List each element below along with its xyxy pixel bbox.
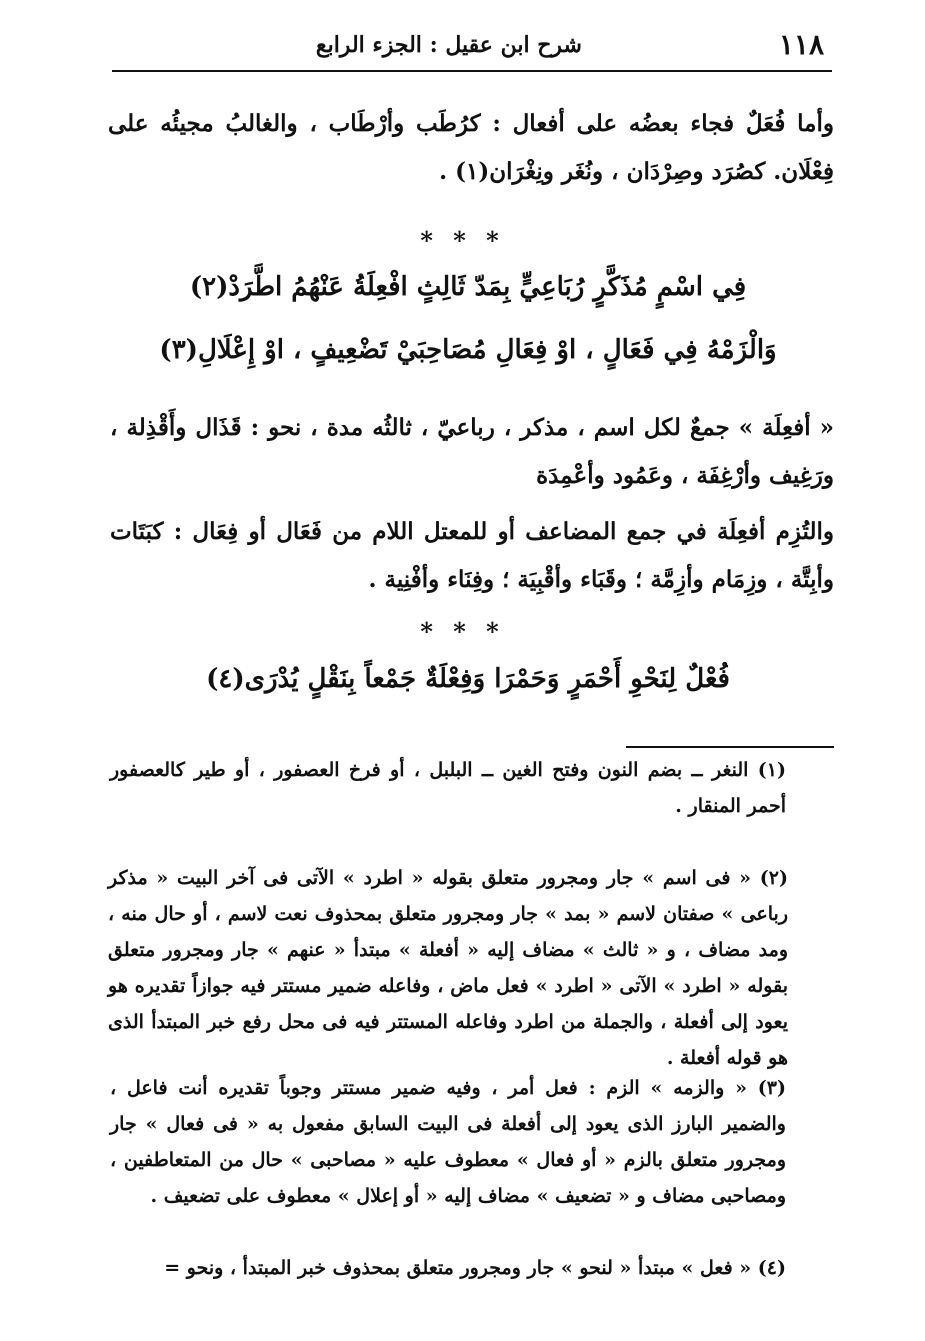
paragraph-afila: « أفعِلَة » جمعٌ لكل اسم ، مذكر ، رباعيّ ، ثالثُه مدة ، نحو : قَذَال وأَقْذِلة ، ورَغِيف وأرْغِفَة ، وعَمُود وأعْمِدَة <box>110 414 834 489</box>
footnote-1: (١) النغر ــ بضم النون وفتح الغين ــ البلبل ، أو فرخ العصفور ، أو طير كالعصفور أحمر المنقار . <box>110 759 786 817</box>
verse-hemistich: وَالْزَمْهُ فِي فَعَالٍ ، اوْ فِعَالِ مُصَاحِبَيْ تَضْعِيفٍ ، اوْ إِعْلَالِ(٣) <box>159 335 777 365</box>
section-separator: * * * <box>420 617 505 646</box>
page-number: ١١٨ <box>778 28 824 61</box>
verse-line-2 <box>118 335 818 385</box>
section-separator: * * * <box>420 226 505 255</box>
footnote-2: (٢) « فى اسم » جار ومجرور متعلق بقوله « اطرد » الآتى فى آخر البيت « مذكر رباعى » صفتان لاسم « بمد » جار ومجرور متعلق بمحذوف نعت لاسم ، أو حال منه ، ومد مضاف ، و « ثالث » مضاف إليه « أفعلة » مبتدأ « عنهم » جار ومجرور متعلق بقوله « اطرد » الآتى « اطرد » فعل ماض ، وفاعله ضمير مستتر فيه جوازاً تقديره هو يعود إلى أفعلة ، والجملة من اطرد وفاعله المستتر فيه فى محل رفع خبر المبتدأ الذى هو قوله أفعلة . <box>108 867 788 1069</box>
footnote-3: (٣) « والزمه » الزم : فعل أمر ، وفيه ضمير مستتر وجوباً تقديره أنت فاعل ، والضمير البارز الذى يعود إلى أفعلة فى البيت السابق مفعول به « فى فعال » جار ومجرور متعلق بالزم « أو فعال » معطوف عليه « مصاحبى » حال من المتعاطفين ، ومصاحبى مضاف و « تضعيف » مضاف إليه « أو إعلال » معطوف على تضعيف . <box>110 1077 786 1207</box>
page-header <box>112 28 832 68</box>
verse-hemistich: فِي اسْمٍ مُذَكَّرٍ رُبَاعِيٍّ بِمَدّ ثَالِثٍ افْعِلَةُ عَنْهُمُ اطَّرَدْ(٢) <box>189 272 747 302</box>
running-title: شرح ابن عقيل : الجزء الرابع <box>315 32 582 58</box>
paragraph-iltuzim: والتُزِم أفعِلَة في جمع المضاعف أو للمعتل اللام من فَعَال أو فِعَال : كبَتَات وأبِتَّة ، وزِمَام وأزِمَّة ؛ وقَبَاء وأقْبِيَة ؛ وفِنَاء وأفْنِية . <box>110 518 834 593</box>
verse-line-3 <box>118 664 818 714</box>
footnote-rule <box>626 746 834 748</box>
paragraph-afaal: وأما فُعَلٌ فجاء بعضُه على أفعال : كرُطَب وأرْطَاب ، والغالبُ مجيئُه على فِعْلَان. كصُرَد وصِرْدَان ، ونُغَر ونِغْرَان(١) . <box>108 110 834 185</box>
verse-hemistich: فُعْلٌ لِنَحْوِ أَحْمَرٍ وَحَمْرَا وَفِعْلَةٌ جَمْعاً بِنَقْلٍ يُدْرَى(٤) <box>206 664 730 694</box>
verse-line-1 <box>118 272 818 322</box>
header-rule <box>112 70 832 72</box>
footnote-4: (٤) « فعل » مبتدأ « لنحو » جار ومجرور متعلق بمحذوف خبر المبتدأ ، ونحو = <box>164 1257 786 1279</box>
